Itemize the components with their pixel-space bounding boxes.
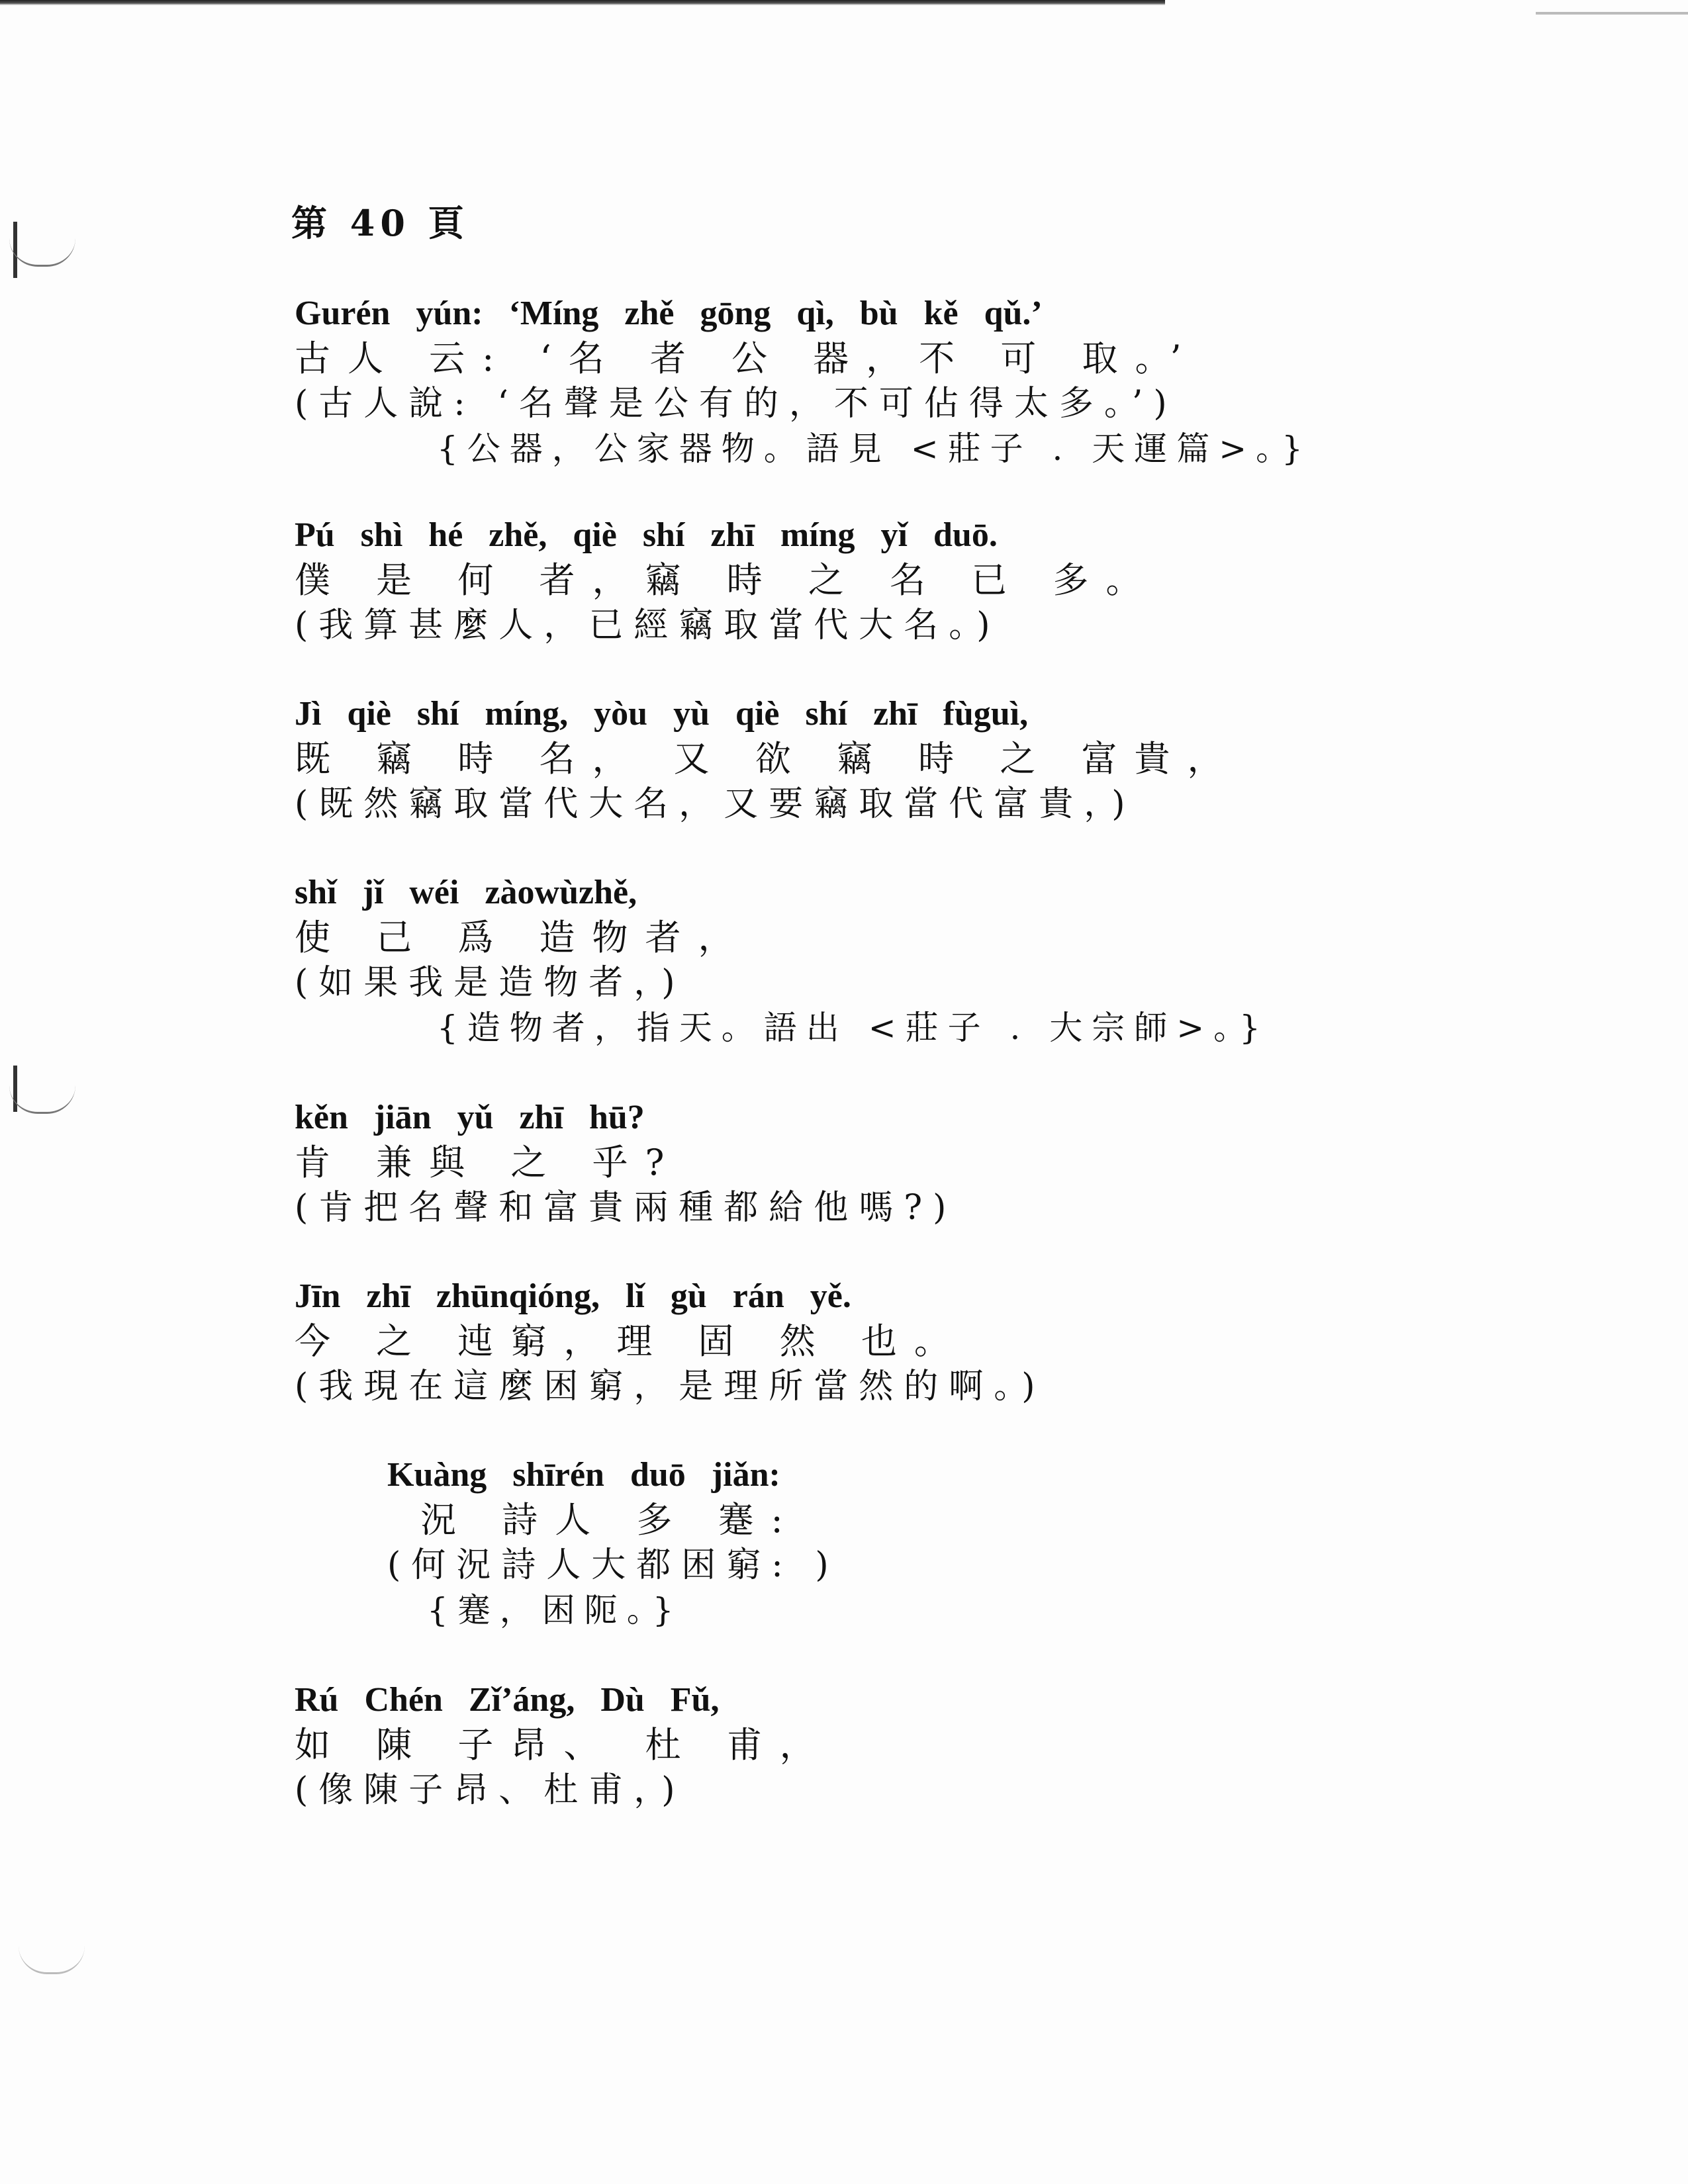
stanza: [295, 1274, 1486, 1409]
stanza: [295, 291, 1486, 471]
gloss-line: (像陳子昂、杜甫，): [295, 1770, 686, 1810]
note-line: {蹇，困阨。}: [427, 1591, 683, 1629]
chinese-line: 今 之 迍窮，理 固 然 也。: [295, 1320, 967, 1362]
pinyin-line: Kuàng shīrén duō jiǎn:: [387, 1456, 780, 1494]
pinyin-line: Jì qiè shí míng, yòu yù qiè shí zhī fùguì,: [295, 695, 1029, 733]
stanza: [295, 513, 1486, 648]
chinese-line: 既 竊 時 名， 又 欲 竊 時 之 富貴，: [295, 738, 1241, 780]
pinyin-line: Gurén yún: ‘Míng zhě gōng qì, bù kě qǔ.’: [295, 295, 1043, 332]
scan-top-edge-right: [1536, 12, 1688, 15]
gloss-line: (何況詩人大都困窮: ): [387, 1545, 839, 1585]
stanza: [295, 1095, 1486, 1230]
gloss-line: (我算甚麼人，已經竊取當代大名。): [295, 606, 1001, 645]
chinese-line: 如 陳 子昂、 杜 甫，: [295, 1724, 833, 1766]
gloss-line: (我現在這麼困窮，是理所當然的啊。): [295, 1367, 1046, 1406]
binder-hole-mark: [9, 238, 75, 267]
chinese-line: 僕 是 何 者，竊 時 之 名 已 多。: [295, 559, 1159, 601]
binder-hole-mark: [9, 1085, 75, 1114]
pinyin-line: Pú shì hé zhě, qiè shí zhī míng yǐ duō.: [295, 516, 998, 554]
gloss-line: (既然竊取當代大名，又要竊取當代富貴，): [295, 784, 1136, 824]
page-number: 第 40 頁: [291, 202, 469, 244]
pinyin-line: shǐ jǐ wéi zàowùzhě,: [295, 874, 637, 911]
pinyin-line: Jīn zhī zhūnqióng, lǐ gù rán yě.: [295, 1277, 851, 1315]
gloss-line: (如果我是造物者，): [295, 963, 686, 1003]
binder-hole-mark: [19, 1946, 85, 1974]
pinyin-line: Rú Chén Zǐ’áng, Dù Fǔ,: [295, 1681, 720, 1719]
chinese-line: 使 己 爲 造物者，: [295, 917, 751, 958]
stanza: [295, 1678, 1486, 1813]
gloss-line: (古人說: ‘名聲是公有的，不可佔得太多。’): [295, 384, 1178, 424]
scan-top-edge: [0, 0, 1165, 5]
gloss-line: (肯把名聲和富貴兩種都給他嗎?): [295, 1188, 957, 1228]
stanza: [295, 870, 1486, 1050]
chinese-line: 古人 云: ‘名 者 公 器，不 可 取。’: [295, 338, 1199, 379]
note-line: {公器，公家器物。語見 <莊子 . 天運篇>。}: [437, 430, 1312, 468]
note-line: {造物者，指天。語出 <莊子 . 大宗師>。}: [437, 1009, 1270, 1047]
stanza: [295, 692, 1486, 827]
pinyin-line: kěn jiān yǔ zhī hū?: [295, 1099, 645, 1136]
chinese-line: 肯 兼與 之 乎?: [295, 1142, 682, 1183]
chinese-line: 況 詩人 多 蹇:: [420, 1499, 800, 1541]
stanza: [387, 1453, 1579, 1633]
